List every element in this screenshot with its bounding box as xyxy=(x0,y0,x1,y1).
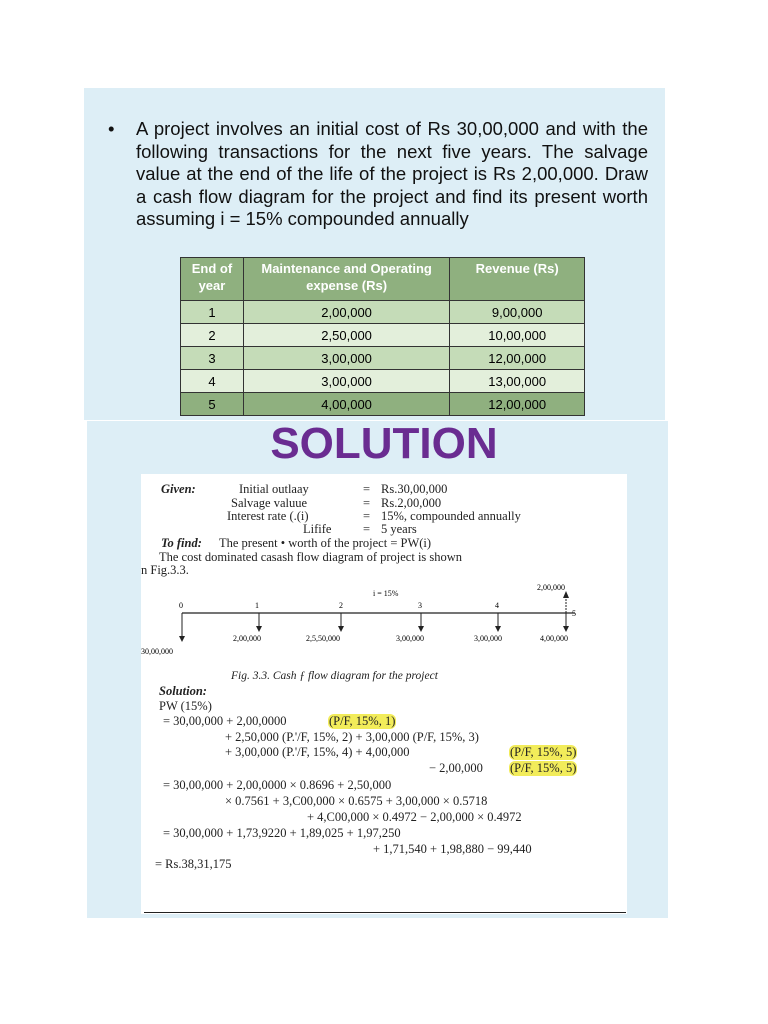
arrow-head xyxy=(338,626,344,632)
solution-step: + 2,50,000 (P.'/F, 15%, 2) + 3,00,000 (P/F, 15%, 3) xyxy=(225,730,479,744)
initial-outlay-label: 30,00,000 xyxy=(141,647,173,656)
table-cell: 10,00,000 xyxy=(450,324,585,347)
period-label: 1 xyxy=(255,601,259,610)
table-row xyxy=(181,347,585,370)
table-header-row xyxy=(181,258,585,301)
given-eq: = xyxy=(363,509,371,523)
solution-step: + 1,71,540 + 1,98,880 − 99,440 xyxy=(373,842,532,856)
given-label: Given: xyxy=(161,482,196,496)
given-value-outlay: Rs.30,00,000 xyxy=(381,482,448,496)
given-eq: = xyxy=(363,482,371,496)
table-cell: 3,00,000 xyxy=(243,370,449,393)
table-cell: 3 xyxy=(181,347,244,370)
figure-caption: Fig. 3.3. Cash ƒ flow diagram for the project xyxy=(231,670,438,682)
tofind-text: The present • worth of the project = PW(i) xyxy=(219,536,432,550)
table-cell: 5 xyxy=(181,393,244,416)
table-row xyxy=(181,301,585,324)
column-header-expense: Maintenance and Operating expense (Rs) xyxy=(243,258,449,301)
table-cell: 2,50,000 xyxy=(243,324,449,347)
period-label: 5 xyxy=(572,609,576,618)
solution-step: = 30,00,000 + 1,73,9220 + 1,89,025 + 1,97,250 xyxy=(163,826,401,840)
given-label-life: Lifife xyxy=(303,522,332,536)
cash-flow-diagram xyxy=(141,578,627,668)
arrow-head xyxy=(495,626,501,632)
problem-text: A project involves an initial cost of Rs 30,00,000 and with the following transactions for the next five years. The salvage value at the end of the life of the project is Rs 2,00,000. Draw a cash flow diagram for the project and find its present worth assuming i = 15% compounded annually xyxy=(136,118,648,229)
given-label-rate: Interest rate (.(i) xyxy=(227,509,309,523)
solution-step: − 2,00,000 xyxy=(429,761,483,775)
transactions-table xyxy=(180,257,585,416)
highlighted-factor: (P/F, 15%, 1) xyxy=(329,714,396,728)
solution-step: + 3,00,000 (P.'/F, 15%, 4) + 4,00,000 xyxy=(225,745,410,759)
table-cell: 3,00,000 xyxy=(243,347,449,370)
solution-step: + 4,C00,000 × 0.4972 − 2,00,000 × 0.4972 xyxy=(307,810,522,824)
given-value-rate: 15%, compounded annually xyxy=(381,509,521,523)
interest-rate-label: i = 15% xyxy=(373,589,399,598)
highlighted-factor: (P/F, 15%, 5) xyxy=(510,745,577,759)
arrow-head xyxy=(563,626,569,632)
given-label-outlay: Initial outlaay xyxy=(239,482,309,496)
table-cell: 12,00,000 xyxy=(450,393,585,416)
arrow-head xyxy=(256,626,262,632)
expense-label: 3,00,000 xyxy=(396,634,424,643)
expense-label: 2,00,000 xyxy=(233,634,261,643)
solution-step: = 30,00,000 + 2,00,0000 × 0.8696 + 2,50,000 xyxy=(163,778,392,792)
column-header-revenue: Revenue (Rs) xyxy=(450,258,585,301)
solution-step: = 30,00,000 + 2,00,0000 xyxy=(163,714,287,728)
solution-step: × 0.7561 + 3,C00,000 × 0.6575 + 3,00,000 × 0.5718 xyxy=(225,794,488,808)
given-eq: = xyxy=(363,496,371,510)
table-cell: 1 xyxy=(181,301,244,324)
arrow-head xyxy=(563,591,569,598)
problem-statement xyxy=(108,118,648,231)
final-answer: = Rs.38,31,175 xyxy=(155,857,232,871)
diagram-intro: The cost dominated casash flow diagram of project is shown xyxy=(159,550,463,564)
solution-heading: SOLUTION xyxy=(270,419,498,468)
column-header-year: End of year xyxy=(181,258,244,301)
given-value-salvage: Rs.2,00,000 xyxy=(381,496,442,510)
solution-label: Solution: xyxy=(159,684,207,698)
table-row xyxy=(181,393,585,416)
table-cell: 12,00,000 xyxy=(450,347,585,370)
expense-label: 2,5,50,000 xyxy=(306,634,340,643)
table-cell: 2,00,000 xyxy=(243,301,449,324)
period-label: 3 xyxy=(418,601,422,610)
figure-reference: n Fig.3.3. xyxy=(141,563,189,577)
period-label: 2 xyxy=(339,601,343,610)
table-row xyxy=(181,370,585,393)
divider-line xyxy=(144,912,626,913)
table-cell: 2 xyxy=(181,324,244,347)
table-cell: 13,00,000 xyxy=(450,370,585,393)
table-cell: 9,00,000 xyxy=(450,301,585,324)
tofind-label: To find: xyxy=(161,536,202,550)
table-row xyxy=(181,324,585,347)
bullet-marker: • xyxy=(108,118,115,139)
table-cell: 4,00,000 xyxy=(243,393,449,416)
given-value-life: 5 years xyxy=(381,522,417,536)
period-label: 0 xyxy=(179,601,183,610)
scanned-solution xyxy=(141,474,627,914)
table-cell: 4 xyxy=(181,370,244,393)
expense-label: 3,00,000 xyxy=(474,634,502,643)
arrow-head xyxy=(179,636,185,642)
salvage-label: 2,00,000 xyxy=(537,583,565,592)
pw-label: PW (15%) xyxy=(159,699,212,713)
given-label-salvage: Salvage valuue xyxy=(231,496,308,510)
expense-label: 4,00,000 xyxy=(540,634,568,643)
given-eq: = xyxy=(363,522,371,536)
highlighted-factor: (P/F, 15%, 5) xyxy=(510,761,577,775)
period-label: 4 xyxy=(495,601,499,610)
arrow-head xyxy=(418,626,424,632)
